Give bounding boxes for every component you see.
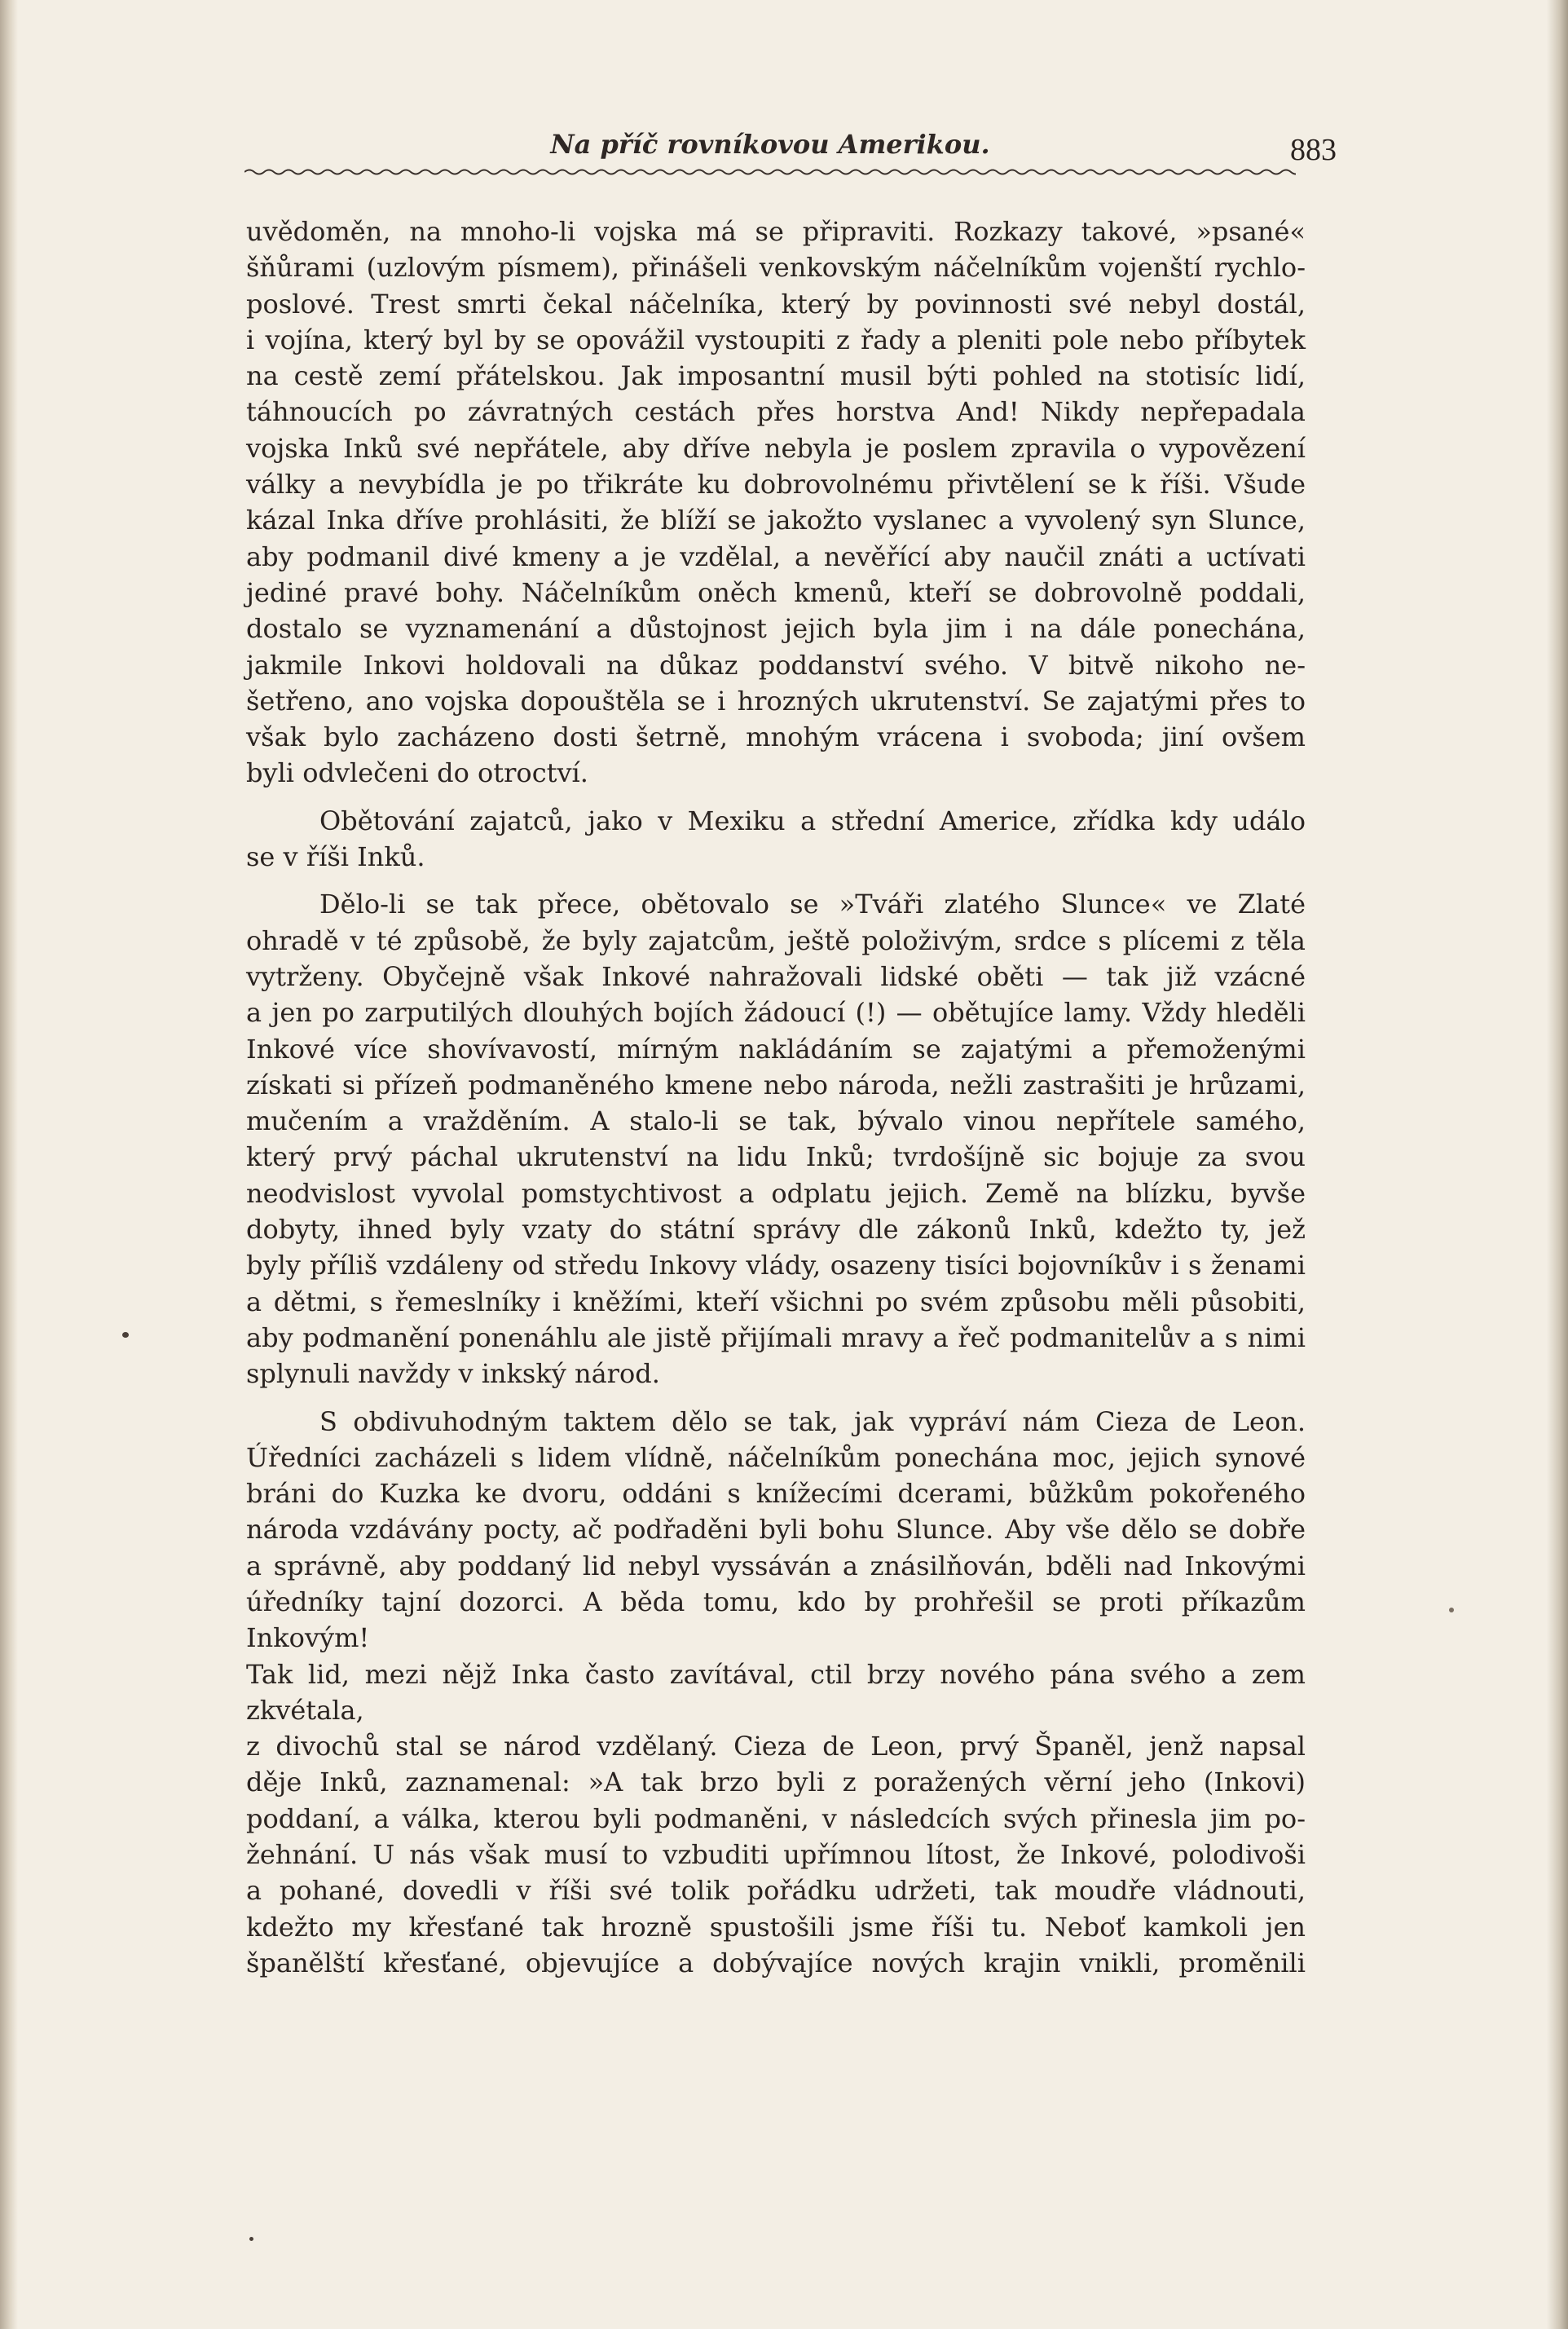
paragraph-4: [246, 1404, 1306, 1982]
text-line: poslové. Trest smrti čekal náčelníka, který by povinnosti své nebyl dostál,: [246, 288, 1306, 320]
text-line: však bylo zacházeno dosti šetrně, mnohým vrácena i svoboda; jiní ovšem: [246, 721, 1306, 753]
text-line: úředníky tajní dozorci. A běda tomu, kdo by prohřešil se proti příkazům Inkovým!: [246, 1586, 1306, 1654]
text-line: i vojína, který byl by se opovážil vystoupiti z řady a pleniti pole nebo příbytek: [246, 324, 1306, 355]
text-line: a dětmi, s řemeslníky i kněžími, kteří všichni po svém způsobu měli působiti,: [246, 1286, 1306, 1317]
text-line: byly příliš vzdáleny od středu Inkovy vlády, osazeny tisíci bojovníkův i s ženami: [246, 1250, 1306, 1281]
text-line: kázal Inka dříve prohlásiti, že blíží se jakožto vyslanec a vyvolený syn Slunce,: [246, 505, 1306, 536]
text-line: S obdivuhodným taktem dělo se tak, jak vypráví nám Cieza de Leon.: [319, 1405, 1306, 1437]
text-line: z divochů stal se národ vzdělaný. Cieza de Leon, prvý Španěl, jenž napsal: [246, 1731, 1306, 1762]
text-line: Dělo-li se tak přece, obětovalo se »Tváři zlatého Slunce« ve Zlaté: [319, 889, 1306, 920]
text-line: a pohané, dovedli v říši své tolik pořádku udržeti, tak moudře vládnouti,: [246, 1875, 1306, 1907]
text-line: španělští křesťané, objevujíce a dobývajíce nových krajin vnikli, proměnili: [246, 1947, 1306, 1978]
paragraph-3: [246, 886, 1306, 1392]
text-line: aby podmanil divé kmeny a je vzdělal, a nevěřící aby naučil znáti a uctívati: [246, 540, 1306, 572]
text-line: bráni do Kuzka ke dvoru, oddáni s knížecími dcerami, bůžkům pokořeného: [246, 1478, 1306, 1510]
text-line: šňůrami (uzlovým písmem), přinášeli venkovským náčelníkům vojenští rychlo-: [246, 252, 1306, 284]
text-line: žehnání. U nás však musí to vzbuditi upřímnou lítost, že Inkové, polodivoši: [246, 1839, 1306, 1871]
text-line: jakmile Inkovi holdovali na důkaz poddanství svého. V bitvě nikoho ne-: [246, 649, 1306, 681]
page-right-edge-shadow: [1547, 0, 1568, 2329]
text-line: a správně, aby poddaný lid nebyl vyssáván a znásilňován, bděli nad Inkovými: [246, 1550, 1306, 1581]
text-line: mučením a vražděním. A stalo-li se tak, bývalo vinou nepřítele samého,: [246, 1105, 1306, 1137]
text-line: poddaní, a válka, kterou byli podmaněni, v následcích svých přinesla jim po-: [246, 1802, 1306, 1834]
text-line: na cestě zemí přátelskou. Jak imposantní musil býti pohled na stotisíc lidí,: [246, 360, 1306, 392]
text-line: splynuli navždy v inkský národ.: [246, 1358, 660, 1390]
body-text: [246, 214, 1306, 1981]
text-line: aby podmanění ponenáhlu ale jistě přijímali mravy a řeč podmanitelův a s nimi: [246, 1321, 1306, 1353]
text-line: národa vzdávány pocty, ač podřaděni byli bohu Slunce. Aby vše dělo se dobře: [246, 1514, 1306, 1546]
text-line: Inkové více shovívavostí, mírným nakládáním se zajatými a přemoženými: [246, 1033, 1306, 1065]
page-left-edge-shadow: [0, 0, 18, 2329]
text-line: děje Inků, zaznamenal: »A tak brzo byli z poražených věrní jeho (Inkovi): [246, 1767, 1306, 1798]
paper-speck: [122, 1332, 129, 1338]
paper-speck: [1449, 1608, 1454, 1612]
text-line: Úředníci zacházeli s lidem vlídně, náčelníkům ponechána moc, jejich synové: [246, 1441, 1306, 1473]
running-title: Na příč rovníkovou Amerikou.: [550, 129, 990, 160]
text-line: dobyty, ihned byly vzaty do státní správy dle zákonů Inků, kdežto ty, jež: [246, 1214, 1306, 1246]
text-line: vojska Inků své nepřátele, aby dříve nebyla je poslem zpravila o vypovězení: [246, 432, 1306, 464]
text-line: neodvislost vyvolal pomstychtivost a odplatu jejich. Země na blízku, byvše: [246, 1177, 1306, 1209]
text-line: Obětování zajatců, jako v Mexiku a střední Americe, zřídka kdy událo: [319, 805, 1306, 836]
paper-speck: [249, 2237, 253, 2241]
text-line: který prvý páchal ukrutenství na lidu Inků; tvrdošíjně sic bojuje za svou: [246, 1141, 1306, 1173]
text-line: táhnoucích po závratných cestách přes horstva And! Nikdy nepřepadala: [246, 396, 1306, 428]
text-line: kdežto my křesťané tak hrozně spustošili jsme říši tu. Neboť kamkoli jen: [246, 1911, 1306, 1943]
text-line: šetřeno, ano vojska dopouštěla se i hrozných ukrutenství. Se zajatými přes to: [246, 685, 1306, 717]
text-line: války a nevybídla je po třikráte ku dobrovolnému přivtělení se k říši. Všude: [246, 469, 1306, 501]
text-line: dostalo se vyznamenání a důstojnost jejich byla jim i na dále ponechána,: [246, 613, 1306, 645]
paragraph-1: [246, 214, 1306, 792]
text-line: uvědoměn, na mnoho-li vojska má se připraviti. Rozkazy takové, »psané«: [246, 216, 1306, 247]
page-number: 883: [1290, 133, 1337, 167]
text-line: se v říši Inků.: [246, 841, 425, 873]
text-line: Tak lid, mezi nějž Inka často zavítával, ctil brzy nového pána svého a zem zkvétala,: [246, 1658, 1306, 1726]
paragraph-2: [246, 803, 1306, 876]
wavy-rule-divider: [244, 166, 1296, 178]
text-line: vytrženy. Obyčejně však Inkové nahražovali lidské oběti — tak již vzácné: [246, 960, 1306, 992]
text-line: jediné pravé bohy. Náčelníkům oněch kmenů, kteří se dobrovolně poddali,: [246, 576, 1306, 608]
text-line: ohradě v té způsobě, že byly zajatcům, ještě položivým, srdce s plícemi z těla: [246, 924, 1306, 956]
text-line: byli odvlečeni do otroctví.: [246, 757, 588, 789]
text-line: a jen po zarputilých dlouhých bojích žádoucí (!) — obětujíce lamy. Vždy hleděli: [246, 997, 1306, 1029]
text-line: získati si přízeň podmaněného kmene nebo národa, nežli zastrašiti je hrůzami,: [246, 1069, 1306, 1101]
